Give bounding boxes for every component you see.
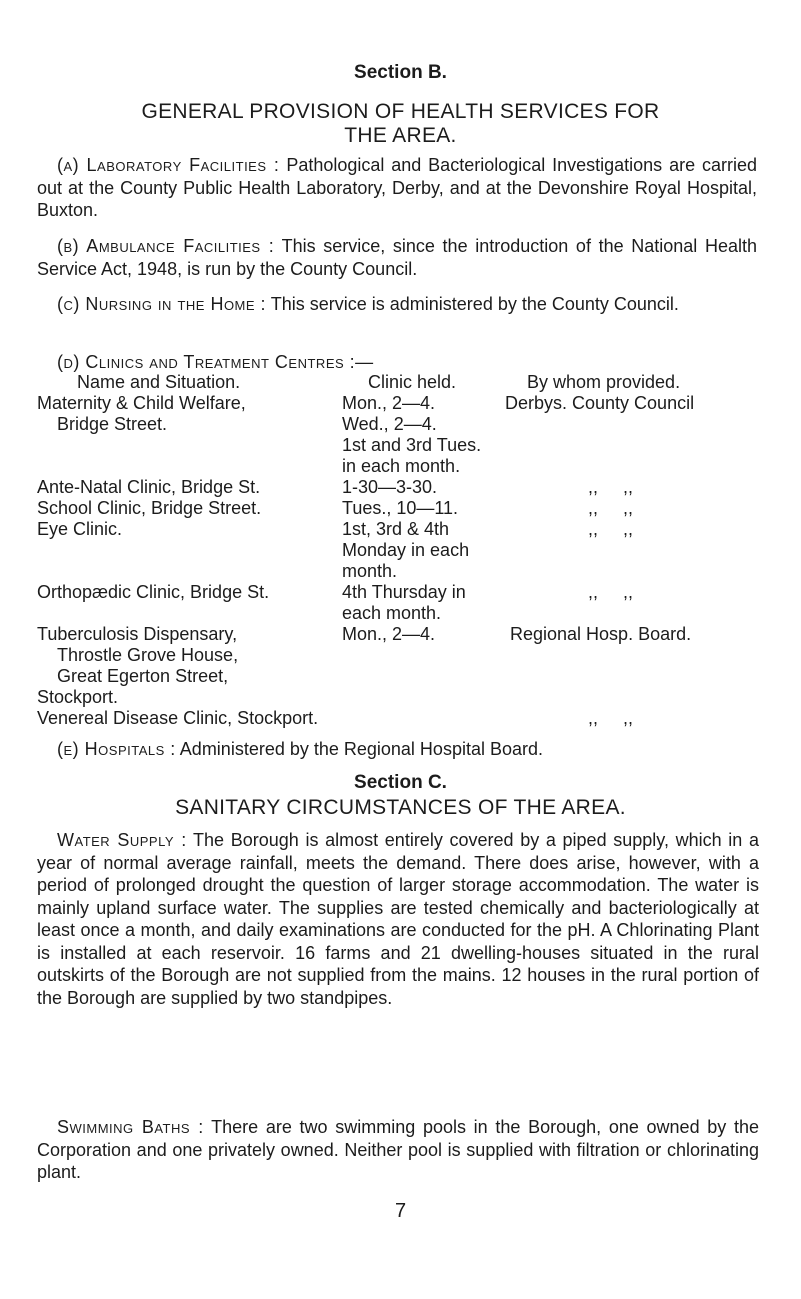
clinic-provided: Regional Hosp. Board. bbox=[510, 624, 692, 644]
water-supply-paragraph bbox=[37, 829, 759, 1009]
nursing-lead: (c) Nursing in the Home : bbox=[57, 294, 267, 314]
laboratory-lead: (a) Laboratory Facilities : bbox=[57, 155, 280, 175]
clinic-held: Mon., 2—4. bbox=[342, 393, 436, 413]
ambulance-paragraph bbox=[37, 235, 757, 280]
clinic-name: Stockport. bbox=[37, 687, 119, 707]
clinic-name: Tuberculosis Dispensary, bbox=[37, 624, 238, 644]
col-header-name: Name and Situation. bbox=[77, 372, 241, 392]
section-b-label: Section B. bbox=[354, 62, 447, 83]
clinic-provided-ditto: ,, ,, bbox=[588, 708, 634, 728]
section-c-label: Section C. bbox=[354, 772, 447, 793]
clinic-name: Venereal Disease Clinic, Stockport. bbox=[37, 708, 319, 728]
clinic-provided-ditto: ,, ,, bbox=[588, 477, 634, 497]
clinic-held: Tues., 10—11. bbox=[342, 498, 459, 518]
hospitals-text: Administered by the Regional Hospital Board. bbox=[179, 739, 543, 759]
clinic-held: month. bbox=[342, 561, 398, 581]
hospitals-paragraph bbox=[37, 738, 757, 761]
clinic-held: in each month. bbox=[342, 456, 461, 476]
clinic-held: Mon., 2—4. bbox=[342, 624, 436, 644]
clinic-name: Orthopædic Clinic, Bridge St. bbox=[37, 582, 270, 602]
ambulance-lead: (b) Ambulance Facilities : bbox=[57, 236, 275, 256]
clinic-held: 1st and 3rd Tues. bbox=[342, 435, 482, 455]
clinics-heading: (d) Clinics and Treatment Centres :— bbox=[57, 352, 374, 372]
clinic-held: 1-30—3-30. bbox=[342, 477, 438, 497]
clinic-name: Throstle Grove House, bbox=[57, 645, 239, 665]
nursing-paragraph bbox=[37, 293, 757, 316]
clinic-name: Eye Clinic. bbox=[37, 519, 123, 539]
laboratory-text: Pathological and Bacteriological Investigations are carried out at the County Public Health Laboratory, Derby, and at the Devonshire Royal Hospital, Buxton. bbox=[37, 155, 757, 220]
clinic-held: Monday in each bbox=[342, 540, 470, 560]
swimming-baths-lead: Swimming Baths : bbox=[57, 1117, 204, 1137]
swimming-baths-paragraph bbox=[37, 1116, 759, 1184]
page-number: 7 bbox=[394, 1200, 407, 1222]
hospitals-lead: (e) Hospitals : bbox=[57, 739, 176, 759]
clinic-name: Ante-Natal Clinic, Bridge St. bbox=[37, 477, 261, 497]
section-c-title: SANITARY CIRCUMSTANCES OF THE AREA. bbox=[175, 796, 626, 819]
section-b-title-line2: THE AREA. bbox=[344, 124, 457, 147]
water-supply-lead: Water Supply : bbox=[57, 830, 187, 850]
clinic-provided-ditto: ,, ,, bbox=[588, 519, 634, 539]
clinic-held: 4th Thursday in bbox=[342, 582, 466, 602]
laboratory-paragraph bbox=[37, 154, 757, 222]
ambulance-text: This service, since the introduction of the National Health Service Act, 1948, is run by the County Council. bbox=[37, 236, 757, 279]
water-supply-text: The Borough is almost entirely covered by a piped supply, which in a year of normal average rainfall, meets the demand. There does arise, however, with a period of prolonged drought the question of larger storage accommodation. The water is mainly upland surface water. The supplies are tested chemically and bacteriologically at least once a month, and daily examinations are conducted for the pH. A Chlorinating Plant is installed at each reservoir. 16 farms and 21 dwelling-houses situated in the rural outskirts of the Borough are not supplied from the mains. 12 houses in the rural portion of the Borough are supplied by two standpipes. bbox=[37, 830, 759, 1008]
clinic-provided-ditto: ,, ,, bbox=[588, 498, 634, 518]
clinic-name: Bridge Street. bbox=[57, 414, 168, 434]
clinic-name: School Clinic, Bridge Street. bbox=[37, 498, 262, 518]
clinic-name: Maternity & Child Welfare, bbox=[37, 393, 246, 413]
swimming-baths-text: There are two swimming pools in the Borough, one owned by the Corporation and one privately owned. Neither pool is supplied with filtration or chlorinating plant. bbox=[37, 1117, 759, 1182]
clinic-provided-ditto: ,, ,, bbox=[588, 582, 634, 602]
col-header-provided: By whom provided. bbox=[527, 372, 681, 392]
clinic-provided: Derbys. County Council bbox=[505, 393, 695, 413]
section-b-title-line1: GENERAL PROVISION OF HEALTH SERVICES FOR bbox=[141, 100, 660, 123]
clinic-held: each month. bbox=[342, 603, 442, 623]
clinic-held: Wed., 2—4. bbox=[342, 414, 437, 434]
col-header-held: Clinic held. bbox=[368, 372, 457, 392]
nursing-text: This service is administered by the County Council. bbox=[270, 294, 679, 314]
clinic-name: Great Egerton Street, bbox=[57, 666, 229, 686]
clinic-held: 1st, 3rd & 4th bbox=[342, 519, 450, 539]
